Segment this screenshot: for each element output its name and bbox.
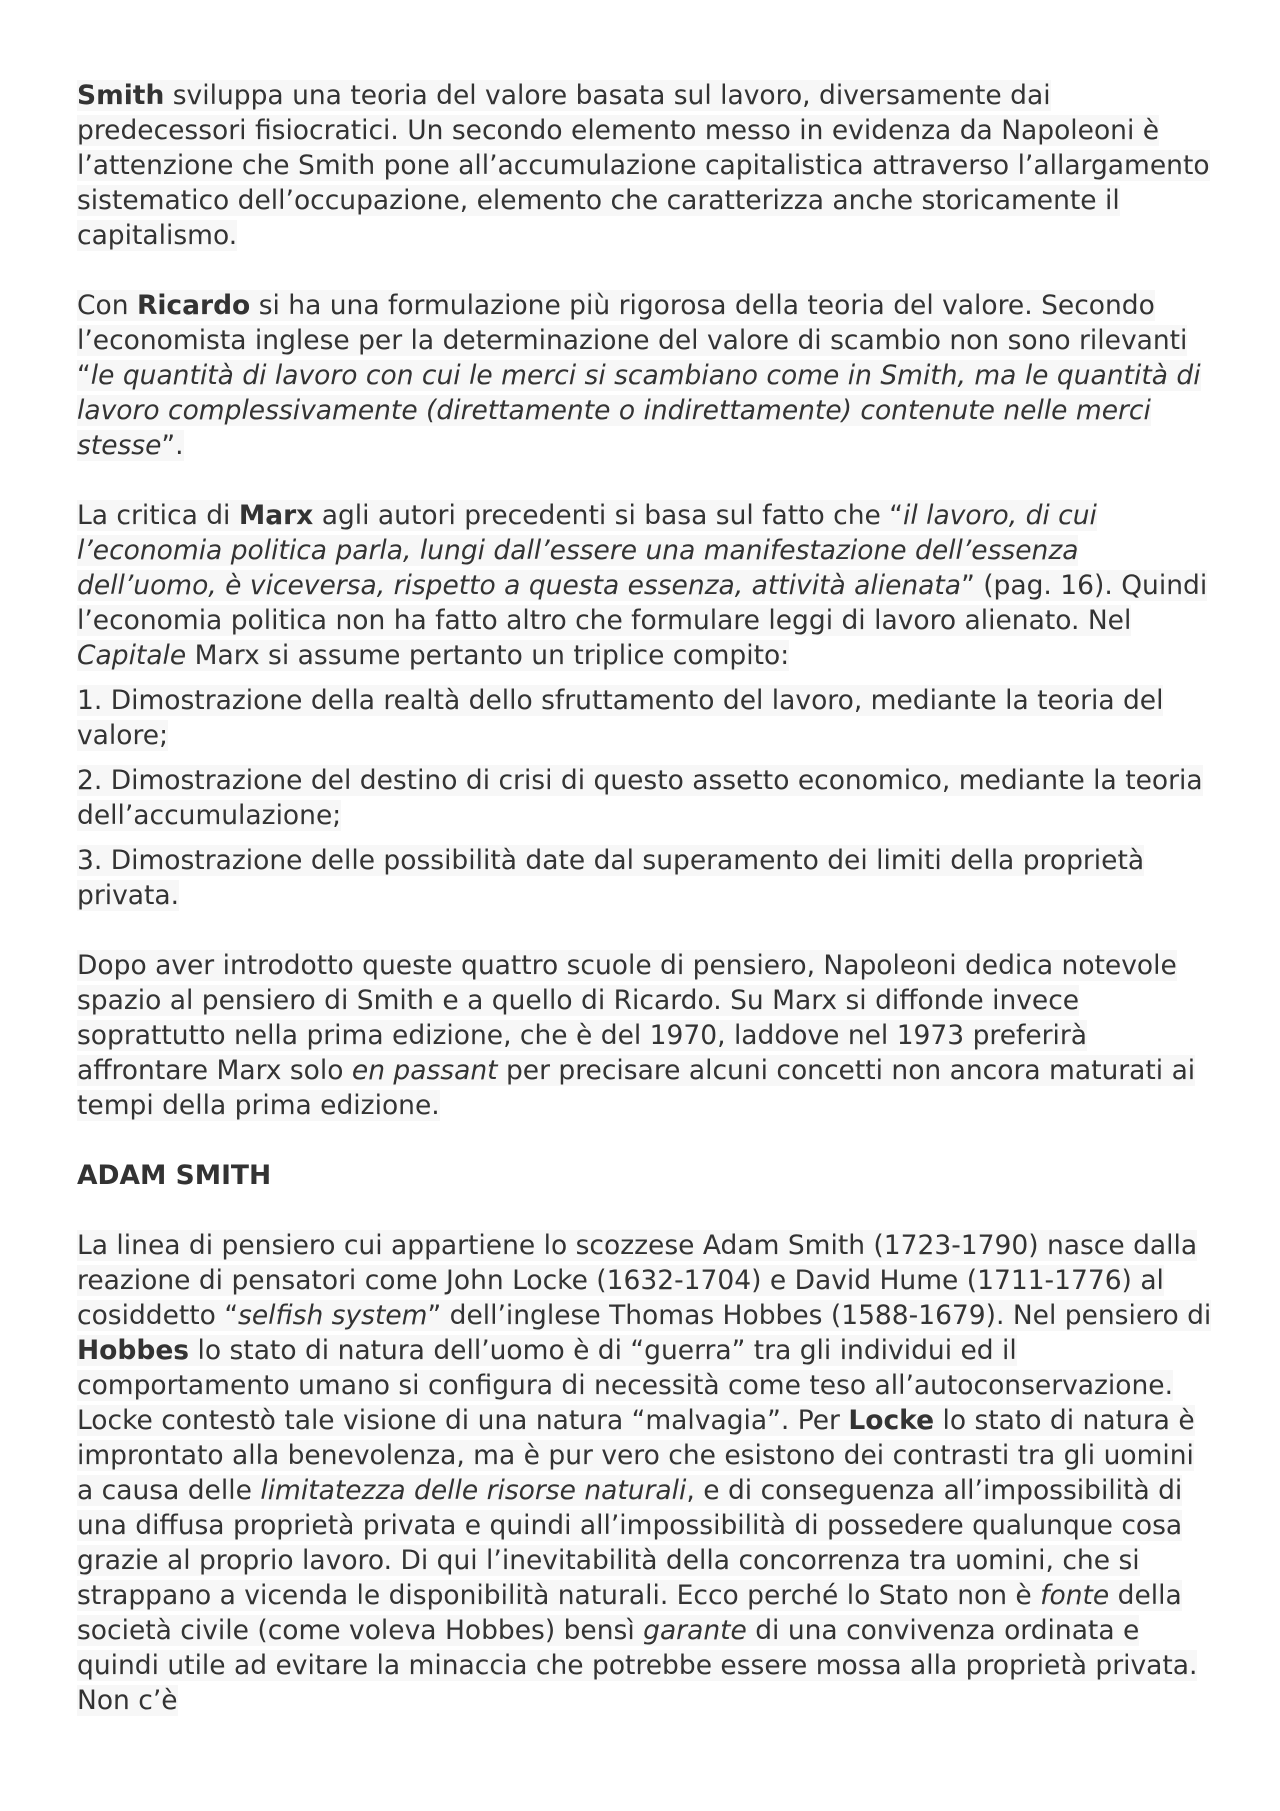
list-item-1 [77, 683, 1217, 753]
paragraph-smith-text [77, 80, 1210, 251]
italic-capitale: Capitale [77, 640, 187, 671]
section-heading: ADAM SMITH [77, 1160, 272, 1191]
italic-garante: garante [643, 1615, 747, 1646]
bold-marx: Marx [238, 500, 314, 531]
paragraph-marx [77, 498, 1217, 673]
text-segment: La critica di [77, 500, 239, 531]
bold-locke: Locke [848, 1405, 935, 1436]
text-segment: Con [77, 290, 137, 321]
list-item-2 [77, 763, 1217, 833]
paragraph-napoleoni-text [77, 950, 1195, 1121]
text-segment: , e di conseguenza all’impossibilità di una diffusa proprietà privata e quindi all’impossibilità di possedere qualunque cosa grazie al proprio lavoro. Di qui l’inevitabilità della concorrenza tra uomini, che si strappano a vicenda le disponibilità naturali. Ecco perché lo Stato non è [77, 1475, 1183, 1611]
quote-marx: il lavoro, di cui l’economia politica parla, lungi dall’essere una manifestazione dell’essenza dell’uomo, è viceversa, rispetto a questa essenza, attività alienata [77, 500, 1097, 601]
text-segment: lo stato di natura è improntato alla benevolenza, ma è pur vero che esistono dei contrasti tra gli uomini a causa delle [77, 1405, 1195, 1506]
italic-fonte: fonte [1040, 1580, 1110, 1611]
text-segment: sviluppa una teoria del valore basata sul lavoro, diversamente dai predecessori fisiocratici. Un secondo elemento messo in evidenza da Napoleoni è l’attenzione che Smith pone all’accumulazione capitalistica attraverso l’allargamento sistematico dell’occupazione, elemento che caratterizza anche storicamente il capitalismo. [77, 80, 1210, 251]
list-item-text: 2. Dimostrazione del destino di crisi di questo assetto economico, mediante la teoria dell’accumulazione; [77, 765, 1203, 831]
paragraph-adam-smith-text [77, 1230, 1211, 1716]
text-segment: della società civile (come voleva Hobbes) bensì [77, 1580, 1182, 1646]
bold-ricardo: Ricardo [136, 290, 251, 321]
italic-en-passant: en passant [351, 1055, 498, 1086]
paragraph-adam-smith [77, 1228, 1217, 1718]
document-page [77, 78, 1217, 1718]
text-segment: si ha una formulazione più rigorosa della teoria del valore. Secondo l’economista inglese per la determinazione del valore di scambio non sono rilevanti “ [77, 290, 1188, 391]
text-segment: ” dell’inglese Thomas Hobbes (1588-1679). Nel pensiero di [427, 1300, 1212, 1331]
paragraph-ricardo [77, 288, 1217, 463]
bold-hobbes: Hobbes [77, 1335, 190, 1366]
text-segment: Marx si assume pertanto un triplice compito: [186, 640, 790, 671]
italic-selfish-system: selfish system [238, 1300, 428, 1331]
paragraph-smith [77, 78, 1217, 253]
text-segment: per precisare alcuni concetti non ancora maturati ai tempi della prima edizione. [77, 1055, 1196, 1121]
text-segment: Dopo aver introdotto queste quattro scuole di pensiero, Napoleoni dedica notevole spazio al pensiero di Smith e a quello di Ricardo. Su Marx si diffonde invece soprattutto nella prima edizione, che è del 1970, laddove nel 1973 preferirà affrontare Marx solo [77, 950, 1177, 1086]
text-segment: di una convivenza ordinata e quindi utile ad evitare la minaccia che potrebbe essere mossa alla proprietà privata. Non c’è [77, 1615, 1198, 1716]
text-segment: La linea di pensiero cui appartiene lo scozzese Adam Smith (1723-1790) nasce dalla reazione di pensatori come John Locke (1632-1704) e David Hume (1711-1776) al cosiddetto “ [77, 1230, 1198, 1331]
text-segment: lo stato di natura dell’uomo è di “guerra” tra gli individui ed il comportamento umano si configura di necessità come teso all’autoconservazione. Locke contestò tale visione di una natura “malvagia”. Per [77, 1335, 1174, 1436]
paragraph-marx-text [77, 500, 1207, 671]
quote-ricardo: le quantità di lavoro con cui le merci si scambiano come in Smith, ma le quantità di lavoro complessivamente (direttamente o indirettamente) contenute nelle merci stesse [77, 360, 1201, 461]
text-segment: ”. [161, 430, 184, 461]
italic-limitatezza: limitatezza delle risorse naturali [260, 1475, 687, 1506]
list-item-text: 3. Dimostrazione delle possibilità date dal superamento dei limiti della proprietà privata. [77, 845, 1145, 911]
list-item-text: 1. Dimostrazione della realtà dello sfruttamento del lavoro, mediante la teoria del valore; [77, 685, 1164, 751]
paragraph-ricardo-text [77, 290, 1201, 461]
text-segment: ” (pag. 16). Quindi l’economia politica non ha fatto altro che formulare leggi di lavoro alienato. Nel [77, 570, 1208, 636]
paragraph-napoleoni [77, 948, 1217, 1123]
text-segment: agli autori precedenti si basa sul fatto che “ [313, 500, 903, 531]
list-item-3 [77, 843, 1217, 913]
bold-smith: Smith [77, 80, 165, 111]
